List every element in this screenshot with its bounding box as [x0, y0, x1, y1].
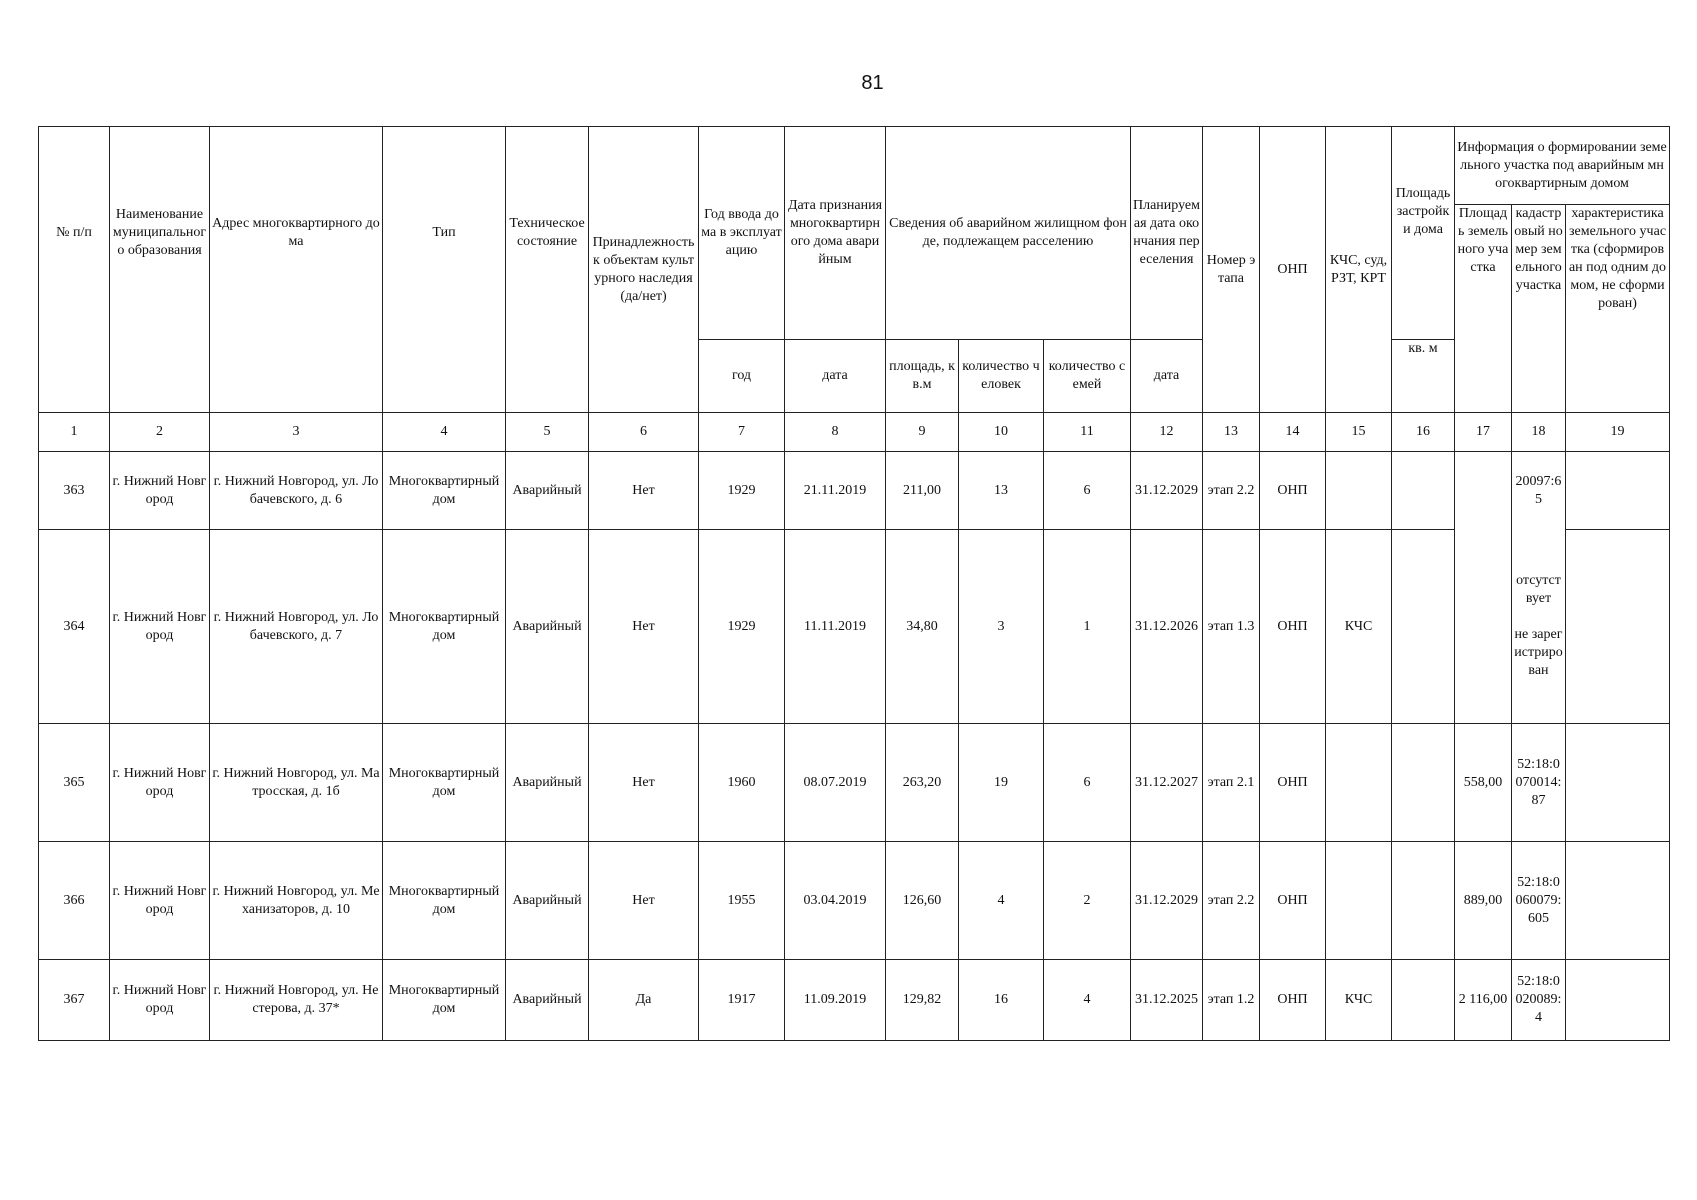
header-col-9-11: Сведения об аварийном жилищном фонде, подлежащем расселению	[886, 127, 1131, 340]
col-number: 5	[506, 413, 589, 452]
built-area	[1392, 452, 1455, 530]
kchs	[1326, 842, 1392, 960]
stage-number: этап 2.1	[1203, 724, 1260, 842]
header-sub-year: год	[699, 340, 785, 413]
people-count: 4	[959, 842, 1044, 960]
address: г. Нижний Новгород, ул. Матросская, д. 1б	[210, 724, 383, 842]
heritage: Да	[589, 960, 699, 1041]
col-number: 17	[1455, 413, 1512, 452]
header-sub-end-date: дата	[1131, 340, 1203, 413]
page-number: 81	[861, 72, 884, 94]
header-sub-people: количество человек	[959, 340, 1044, 413]
address: г. Нижний Новгород, ул. Лобачевского, д. 7	[210, 530, 383, 724]
house-type: Многоквартирный дом	[383, 842, 506, 960]
header-sub-2	[110, 340, 210, 413]
header-col-16: Площадь застройки дома	[1392, 127, 1455, 340]
municipality: г. Нижний Новгород	[110, 724, 210, 842]
house-type: Многоквартирный дом	[383, 530, 506, 724]
area: 129,82	[886, 960, 959, 1041]
cadastral-number: 20097:65	[1512, 452, 1566, 530]
built-area	[1392, 724, 1455, 842]
column-number-row	[39, 413, 1670, 452]
row-number: 366	[39, 842, 110, 960]
table-row	[39, 960, 1670, 1041]
onp: ОНП	[1260, 452, 1326, 530]
emergency-date: 11.11.2019	[785, 530, 886, 724]
col-number: 2	[110, 413, 210, 452]
cadastral-number: 52:18:0070014:87	[1512, 724, 1566, 842]
cadastral-number: 52:18:0020089:4	[1512, 960, 1566, 1041]
municipality: г. Нижний Новгород	[110, 452, 210, 530]
people-count: 16	[959, 960, 1044, 1041]
row-number: 367	[39, 960, 110, 1041]
area: 263,20	[886, 724, 959, 842]
heritage: Нет	[589, 530, 699, 724]
col-number: 18	[1512, 413, 1566, 452]
people-count: 19	[959, 724, 1044, 842]
municipality: г. Нижний Новгород	[110, 842, 210, 960]
onp: ОНП	[1260, 842, 1326, 960]
heritage: Нет	[589, 724, 699, 842]
planned-end-date: 31.12.2027	[1131, 724, 1203, 842]
header-col-1: № п/п	[39, 127, 110, 340]
col-number: 6	[589, 413, 699, 452]
header-col-18: кадастровый номер земельного участка	[1512, 205, 1566, 413]
planned-end-date: 31.12.2025	[1131, 960, 1203, 1041]
families-count: 1	[1044, 530, 1131, 724]
kchs	[1326, 724, 1392, 842]
year-built: 1929	[699, 530, 785, 724]
col-number: 12	[1131, 413, 1203, 452]
people-count: 13	[959, 452, 1044, 530]
header-col-14: ОНП	[1260, 127, 1326, 413]
built-area	[1392, 842, 1455, 960]
emergency-housing-table	[38, 126, 1670, 1041]
row-number: 363	[39, 452, 110, 530]
stage-number: этап 2.2	[1203, 452, 1260, 530]
land-characteristic	[1566, 724, 1670, 842]
cadastral-unregistered-text: не зарегистрирован	[1514, 627, 1563, 679]
header-col-6: Принадлежность к объектам культурного наследия (да/нет)	[589, 127, 699, 413]
stage-number: этап 1.3	[1203, 530, 1260, 724]
col-number: 9	[886, 413, 959, 452]
col-number: 10	[959, 413, 1044, 452]
address: г. Нижний Новгород, ул. Механизаторов, д. 10	[210, 842, 383, 960]
land-area	[1455, 452, 1512, 530]
area: 211,00	[886, 452, 959, 530]
municipality: г. Нижний Новгород	[110, 530, 210, 724]
header-col-8: Дата признания многоквартирного дома аварийным	[785, 127, 886, 340]
tech-state: Аварийный	[506, 530, 589, 724]
kchs: КЧС	[1326, 530, 1392, 724]
col-number: 14	[1260, 413, 1326, 452]
header-row-3	[39, 340, 1670, 413]
col-number: 3	[210, 413, 383, 452]
header-col-5: Техническое состояние	[506, 127, 589, 340]
header-col-4: Тип	[383, 127, 506, 340]
kchs	[1326, 452, 1392, 530]
address: г. Нижний Новгород, ул. Лобачевского, д. 6	[210, 452, 383, 530]
address: г. Нижний Новгород, ул. Нестерова, д. 37*	[210, 960, 383, 1041]
built-area	[1392, 960, 1455, 1041]
stage-number: этап 1.2	[1203, 960, 1260, 1041]
header-sub-1	[39, 340, 110, 413]
year-built: 1960	[699, 724, 785, 842]
planned-end-date: 31.12.2029	[1131, 842, 1203, 960]
header-col-12: Планируемая дата окончания переселения	[1131, 127, 1203, 340]
heritage: Нет	[589, 452, 699, 530]
header-sub-families: количество семей	[1044, 340, 1131, 413]
families-count: 2	[1044, 842, 1131, 960]
year-built: 1917	[699, 960, 785, 1041]
built-area	[1392, 530, 1455, 724]
header-sub-date: дата	[785, 340, 886, 413]
header-row-1	[39, 127, 1670, 205]
col-number: 15	[1326, 413, 1392, 452]
cadastral-absent-text: отсутствует	[1516, 573, 1561, 607]
families-count: 4	[1044, 960, 1131, 1041]
heritage: Нет	[589, 842, 699, 960]
municipality: г. Нижний Новгород	[110, 960, 210, 1041]
land-characteristic	[1566, 842, 1670, 960]
tech-state: Аварийный	[506, 724, 589, 842]
land-area: 2 116,00	[1455, 960, 1512, 1041]
tech-state: Аварийный	[506, 960, 589, 1041]
header-sub-5	[506, 340, 589, 413]
tech-state: Аварийный	[506, 842, 589, 960]
year-built: 1929	[699, 452, 785, 530]
land-characteristic	[1566, 452, 1670, 530]
header-col-17: Площадь земельного участка	[1455, 205, 1512, 413]
land-area: 558,00	[1455, 724, 1512, 842]
kchs: КЧС	[1326, 960, 1392, 1041]
header-col-3: Адрес многоквартирного дома	[210, 127, 383, 340]
land-characteristic	[1566, 960, 1670, 1041]
area: 34,80	[886, 530, 959, 724]
header-sub-built-area-unit: кв. м	[1392, 340, 1455, 413]
table-row	[39, 724, 1670, 842]
planned-end-date: 31.12.2029	[1131, 452, 1203, 530]
house-type: Многоквартирный дом	[383, 724, 506, 842]
header-col-7: Год ввода дома в эксплуатацию	[699, 127, 785, 340]
table-row	[39, 842, 1670, 960]
header-col-19: характеристика земельного участка (сформирован под одним домом, не сформирован)	[1566, 205, 1670, 413]
table-row	[39, 452, 1670, 530]
stage-number: этап 2.2	[1203, 842, 1260, 960]
header-sub-3	[210, 340, 383, 413]
house-type: Многоквартирный дом	[383, 452, 506, 530]
col-number: 8	[785, 413, 886, 452]
col-number: 19	[1566, 413, 1670, 452]
planned-end-date: 31.12.2026	[1131, 530, 1203, 724]
land-area	[1455, 530, 1512, 724]
col-number: 16	[1392, 413, 1455, 452]
emergency-date: 21.11.2019	[785, 452, 886, 530]
table-row	[39, 530, 1670, 724]
col-number: 1	[39, 413, 110, 452]
people-count: 3	[959, 530, 1044, 724]
header-sub-area: площадь, кв.м	[886, 340, 959, 413]
emergency-date: 11.09.2019	[785, 960, 886, 1041]
col-number: 13	[1203, 413, 1260, 452]
row-number: 365	[39, 724, 110, 842]
land-characteristic	[1566, 530, 1670, 724]
area: 126,60	[886, 842, 959, 960]
header-col-2: Наименование муниципального образования	[110, 127, 210, 340]
header-col-15: КЧС, суд, РЗТ, КРТ	[1326, 127, 1392, 413]
emergency-date: 08.07.2019	[785, 724, 886, 842]
header-col-13: Номер этапа	[1203, 127, 1260, 413]
col-number: 4	[383, 413, 506, 452]
cadastral-number: 52:18:0060079:605	[1512, 842, 1566, 960]
onp: ОНП	[1260, 960, 1326, 1041]
header-col-17-19: Информация о формировании земельного участка под аварийным многоквартирным домом	[1455, 127, 1670, 205]
onp: ОНП	[1260, 530, 1326, 724]
house-type: Многоквартирный дом	[383, 960, 506, 1041]
year-built: 1955	[699, 842, 785, 960]
land-area: 889,00	[1455, 842, 1512, 960]
col-number: 11	[1044, 413, 1131, 452]
cadastral-number	[1512, 530, 1566, 724]
row-number: 364	[39, 530, 110, 724]
families-count: 6	[1044, 452, 1131, 530]
tech-state: Аварийный	[506, 452, 589, 530]
col-number: 7	[699, 413, 785, 452]
families-count: 6	[1044, 724, 1131, 842]
emergency-date: 03.04.2019	[785, 842, 886, 960]
header-sub-4	[383, 340, 506, 413]
onp: ОНП	[1260, 724, 1326, 842]
